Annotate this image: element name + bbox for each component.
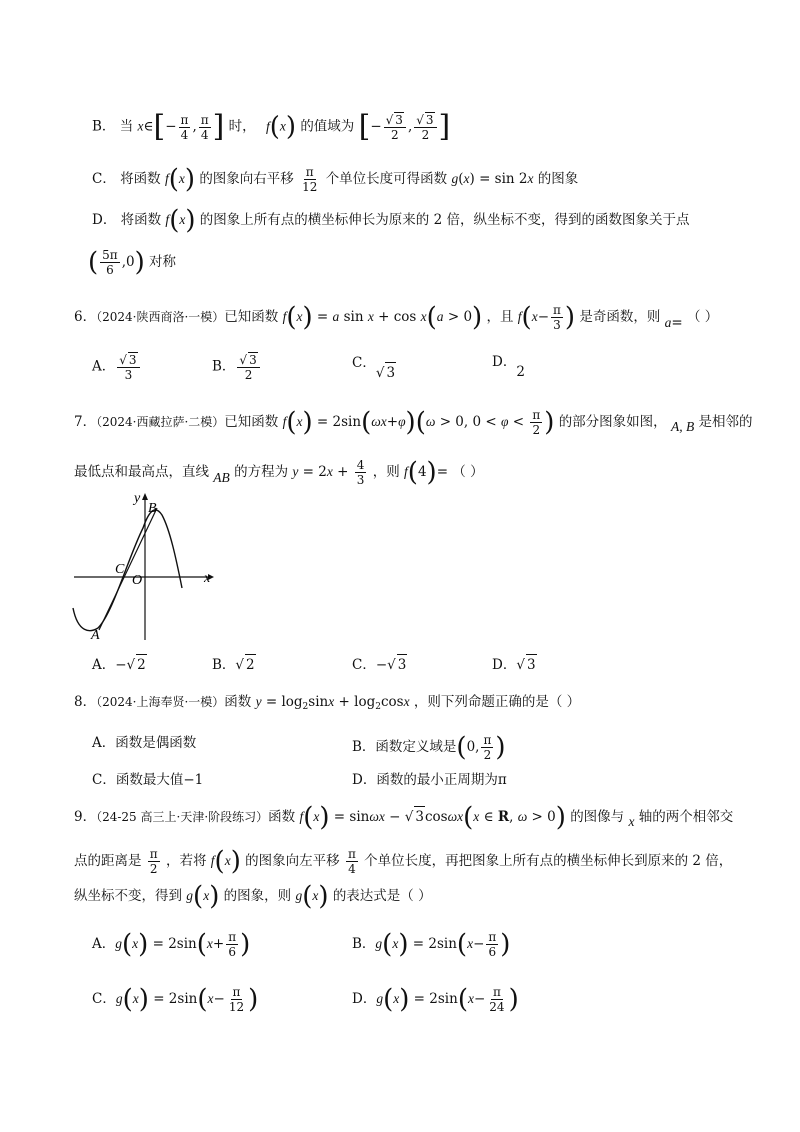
q9-stem-line3: 纵坐标不变，得到 g(x) 的图象，则 g(x) 的表达式是（ ） — [74, 881, 432, 912]
q6-option-d[interactable]: D．2 — [492, 354, 525, 380]
label-a: A — [91, 628, 100, 643]
q7-option-d[interactable]: D．√ 3 — [492, 654, 537, 675]
q5-option-b: B． 当 x∈[− $\frac{\pi}{4}$ , $\frac{\pi}{4}$ ] 时， f(x) 的值域为 [− $\frac{√ 3}{2}$ , $\frac{√ 3}{2}$ ] — [92, 109, 451, 144]
q7-stem: 7．（2024·西藏拉萨·二模）已知函数 f(x) = 2sin(ωx+φ)(ω > 0, 0 < φ < $\frac{\pi}{2}$ ) 的部分图象如图， A, B 是相邻的 — [74, 407, 753, 438]
q9-option-a[interactable]: A．g(x) = 2sin(x+ $\frac{\pi}{6}$ ) — [92, 929, 251, 960]
q6-option-c[interactable]: C．√ 3 — [352, 355, 396, 381]
q8-option-a[interactable]: A．函数是偶函数 — [92, 735, 197, 751]
q9-option-b[interactable]: B．g(x) = 2sin(x− $\frac{\pi}{6}$ ) — [352, 929, 511, 960]
q9-option-d[interactable]: D．g(x) = 2sin(x− $\frac{\pi}{24}$ ) — [352, 984, 519, 1015]
q7-stem-line2: 最低点和最高点，直线 AB 的方程为 y = 2x + $\frac{4}{3}$ ，则 f(4)= （ ） — [74, 457, 484, 488]
q9-stem-line2: 点的距离是 $\frac{\pi}{2}$ ，若将 f(x) 的图象向左平移 $\frac{\pi}{4}$ 个单位长度，再把图象上所有点的横坐标伸长到原来的 2 倍， — [74, 846, 733, 877]
q6-option-b[interactable]: B． $\frac{√ 3}{2}$ — [212, 352, 262, 382]
label-b: B — [148, 501, 157, 516]
q5-option-c: C． 将函数 f(x) 的图象向右平移 $\frac{\pi}{12}$ 个单位长度可得函数 g(x) = sin 2x 的图象 — [92, 164, 579, 195]
q7-option-b[interactable]: B．√ 2 — [212, 654, 256, 675]
q8-option-d[interactable]: D．函数的最小正周期为π — [352, 772, 507, 788]
q7-option-c[interactable]: C．−√ 3 — [352, 654, 407, 675]
line-ab — [99, 508, 157, 630]
q6-option-a[interactable]: A． $\frac{√ 3}{3}$ — [92, 352, 142, 382]
q7-graph — [68, 488, 228, 648]
q5-option-d-line2: ( $\frac{5\pi}{6}$ ,0) 对称 — [88, 247, 177, 278]
label-x: x — [204, 571, 211, 586]
label-o: O — [132, 573, 143, 588]
q7-option-a[interactable]: A．−√ 2 — [92, 654, 147, 675]
q8-option-b[interactable]: B．函数定义域是(0, $\frac{\pi}{2}$ ) — [352, 732, 506, 763]
q6-stem: 6．（2024·陕西商洛·一模）已知函数 f(x) = a sin x + cos x(a > 0) ，且 f(x− $\frac{\pi}{3}$ ) 是奇函数，则 a= （ ） — [74, 302, 719, 333]
q9-stem: 9．（24-25 高三上·天津·阶段练习）函数 f(x) = sinωx − √ 3cosωx(x ∈ R, ω > 0) 的图像与 x 轴的两个相邻交 — [74, 802, 734, 833]
y-axis-arrow — [142, 493, 148, 500]
q8-option-c[interactable]: C．函数最大值−1 — [92, 772, 204, 788]
label-y: y — [134, 491, 141, 506]
q5-option-d: D． 将函数 f(x) 的图象上所有点的横坐标伸长为原来的 2 倍，纵坐标不变，得到的函数图象关于点 — [92, 205, 690, 236]
q8-stem: 8．（2024·上海奉贤·一模）函数 $y = \log_2\sin x + \log_2\cos x$ ，则下列命题正确的是（ ） — [74, 694, 581, 712]
q9-option-c[interactable]: C．g(x) = 2sin(x− $\frac{\pi}{12}$ ) — [92, 984, 259, 1015]
label-c: C — [115, 562, 125, 577]
